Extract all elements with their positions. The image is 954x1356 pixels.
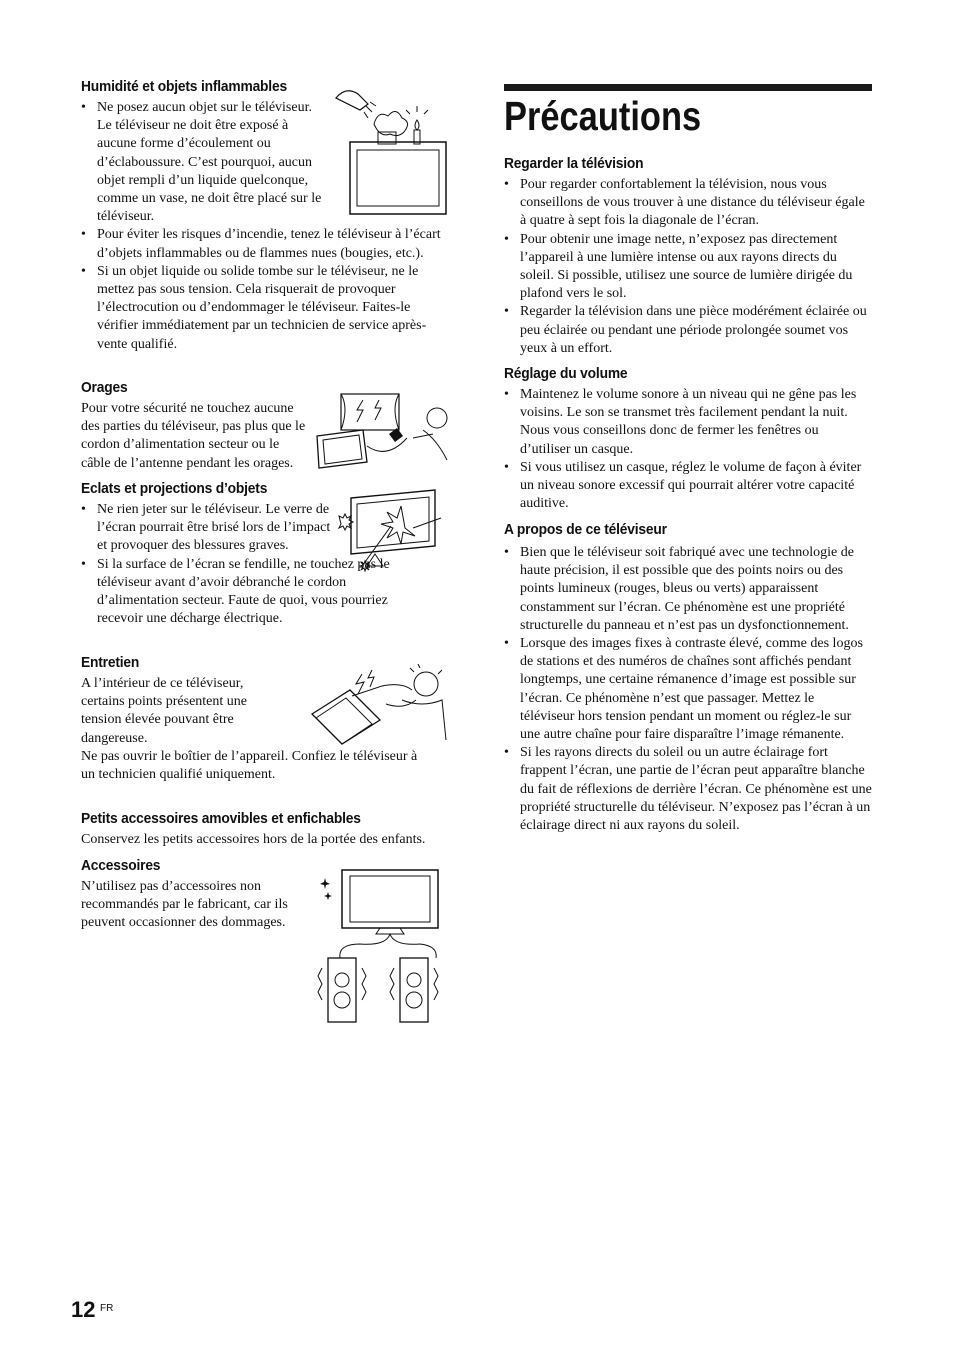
list-item: • Si la surface de l’écran se fendille, ne touchez pas le téléviseur avant d’avoir débranché le cordon d’alimentation secteur. Faute de quoi, vous pourriez recevoir une décharge électrique. — [81, 556, 421, 629]
section-heading-volume: Réglage du volume — [504, 365, 628, 382]
section-heading-eclats: Eclats et projections d’objets — [81, 480, 268, 497]
list-item: • Si vous utilisez un casque, réglez le volume de façon à éviter un niveau sonore excessif qui pourrait altérer votre capacité auditive. — [504, 459, 872, 514]
section-heading-humidite: Humidité et objets inflammables — [81, 78, 287, 95]
list-item: • Pour regarder confortablement la télévision, nous vous conseillons de vous trouver à une distance du téléviseur égale à quatre à sept fois la diagonale de l’écran. — [504, 176, 872, 231]
section-heading-apropos: A propos de ce téléviseur — [504, 521, 667, 538]
list-item: • Bien que le téléviseur soit fabriqué avec une technologie de haute précision, il est possible que des points noirs ou des points lumineux (rouges, bleus ou verts) apparaissent constamment sur l’écran. Ce phénomène est une propriété structurelle du panneau et n’est pas un dysfonctionnement. — [504, 544, 872, 635]
section-heading-entretien: Entretien — [81, 654, 140, 671]
section-heading-accessoires: Accessoires — [81, 857, 161, 874]
section-heading-orages: Orages — [81, 379, 128, 396]
thunderstorm-illustration — [313, 390, 453, 472]
page-title: Précautions — [504, 93, 702, 139]
maintenance-shock-illustration — [302, 664, 452, 746]
petits-accessoires-text: Conservez les petits accessoires hors de la portée des enfants. — [81, 832, 426, 847]
list-item: • Lorsque des images fixes à contraste élevé, comme des logos de stations et des numéros de chaînes sont affichés pendant longtemps, une certaine rémanence d’image est possible sur l’écran. Ce phénomène n’est que passager. Mettez le téléviseur hors tension pendant un moment ou réglez-le sur une autre chaîne pour faire disparaître l’image rémanente. — [504, 635, 872, 744]
apropos-list — [504, 544, 872, 835]
list-item: • Ne rien jeter sur le téléviseur. Le verre de l’écran pourrait être brisé lors de l’impact et provoquer des blessures graves. — [81, 501, 335, 556]
list-item: • Si les rayons directs du soleil ou un autre éclairage fort frappent l’écran, une partie de l’écran peut apparaître blanche du fait de réflexions de derrière l’écran. Ce phénomène est une propriété structurelle du téléviseur. N’exposez pas l’écran à un éclairage direct ni aux rayons du soleil. — [504, 744, 872, 835]
list-item: • Regarder la télévision dans une pièce modérément éclairée ou peu éclairée ou pendant une période prolongée soumet vos yeux à un effort. — [504, 303, 872, 358]
list-item: • Si un objet liquide ou solide tombe sur le téléviseur, ne le mettez pas sous tension. Cela risquerait de provoquer l’électrocution ou d’endommager le téléviseur. Faites-le vérifier immédiatement par un technicien de service après-vente qualifié. — [81, 263, 453, 354]
list-item: • Pour éviter les risques d’incendie, tenez le téléviseur à l’écart d’objets inflammables ou de flammes nues (bougies, etc.). — [81, 226, 453, 262]
accessoires-text: N’utilisez pas d’accessoires non recommandés par le fabricant, car ils peuvent occasionner des dommages. — [81, 879, 288, 931]
orages-text: Pour votre sécurité ne touchez aucune des parties du téléviseur, pas plus que le cordon d’alimentation secteur ou le câble de l’antenne pendant les orages. — [81, 401, 306, 471]
list-item: • Ne posez aucun objet sur le téléviseur. Le téléviseur ne doit être exposé à aucune forme d’écoulement ou d’éclaboussure. C’est pourquoi, aucun objet rempli d’un liquide quelconque, comme un vase, ne doit être placé sur le téléviseur. — [81, 99, 329, 226]
tv-speakers-illustration — [314, 864, 444, 1028]
page-language-code: FR — [100, 1303, 114, 1314]
volume-list — [504, 386, 872, 513]
tv-vase-candle-illustration — [330, 84, 450, 224]
section-heading-regarder: Regarder la télévision — [504, 155, 644, 172]
section-heading-petits-accessoires: Petits accessoires amovibles et enfichables — [81, 810, 361, 827]
entretien-text-2: Ne pas ouvrir le boîtier de l’appareil. Confiez le téléviseur à un technicien qualifié uniquement. — [81, 749, 418, 783]
regarder-list — [504, 176, 872, 358]
list-item: • Pour obtenir une image nette, n’exposez pas directement l’appareil à une lumière intense ou aux rayons directs du soleil. Si possible, utilisez une source de lumière dirigée du plafond vers le sol. — [504, 231, 872, 304]
thrown-object-tv-illustration — [335, 488, 445, 572]
title-rule — [504, 84, 872, 91]
page-number: 12 — [71, 1297, 96, 1322]
list-item: • Maintenez le volume sonore à un niveau qui ne gêne pas les voisins. Le son se transmet très facilement pendant la nuit. Nous vous conseillons donc de fermer les fenêtres ou d’utiliser un casque. — [504, 386, 872, 459]
entretien-text: A l’intérieur de ce téléviseur, certains points présentent une tension élevée pouvant être dangereuse. — [81, 676, 248, 746]
